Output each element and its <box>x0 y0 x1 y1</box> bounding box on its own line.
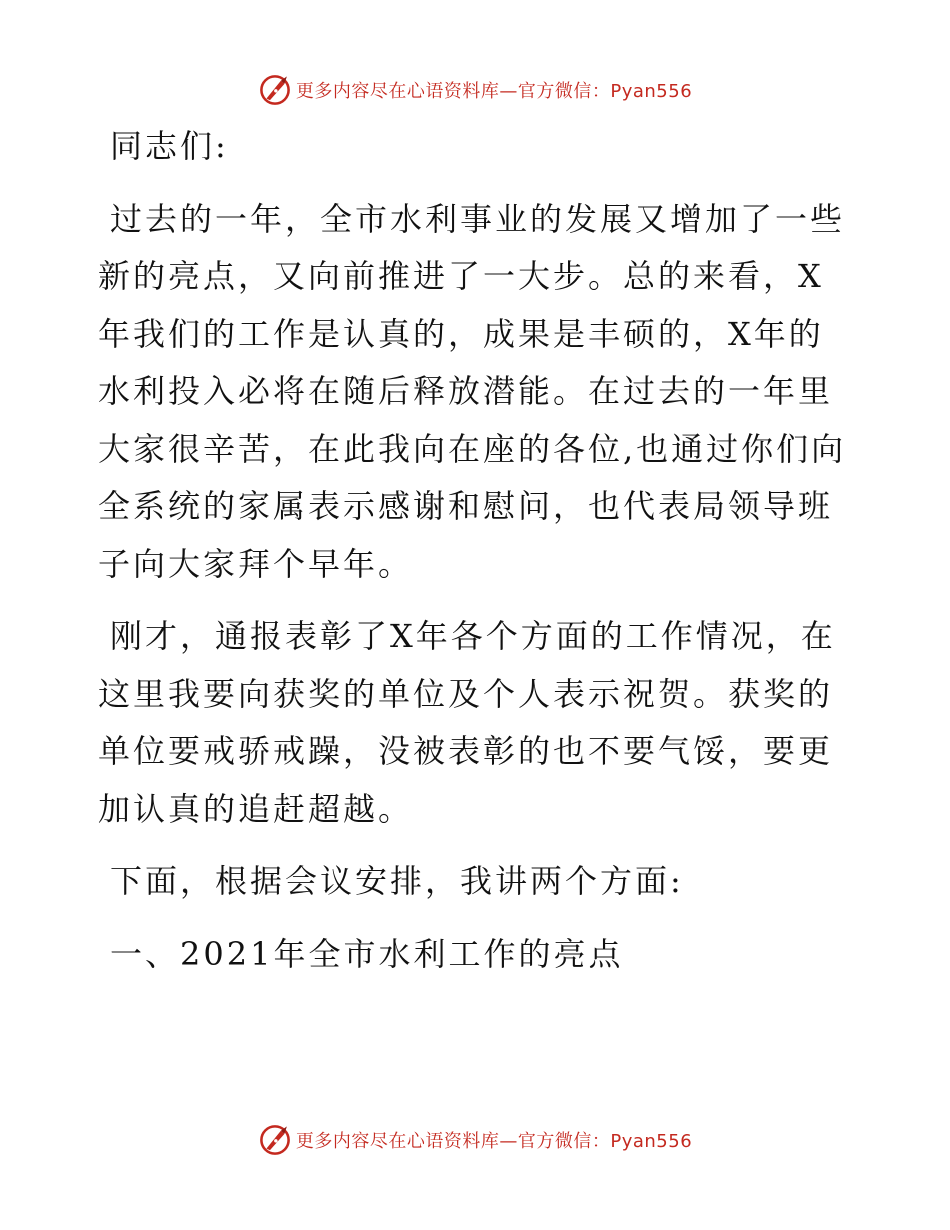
section-heading: 一、2021年全市水利工作的亮点 <box>110 934 624 973</box>
document-body <box>98 118 858 983</box>
header-banner <box>0 70 950 110</box>
paragraph-3: 下面，根据会议安排，我讲两个方面: <box>110 862 684 900</box>
banner-text: 更多内容尽在心语资料库—官方微信：Pyan556 <box>295 1131 693 1152</box>
paragraph-1: 过去的一年，全市水利事业的发展又增加了一些新的亮点，又向前推进了一大步。总的来看，X年我们的工作是认真的，成果是丰硕的，X年的水利投入必将在随后释放潜能。在过去的一年里大家很辛苦，在此我向在座的各位,也通过你们向全系统的家属表示感谢和慰问，也代表局领导班子向大家拜个早年。 <box>98 199 847 583</box>
salutation: 同志们: <box>110 127 229 165</box>
footer-banner <box>0 1120 950 1160</box>
pen-nib-logo-icon <box>258 73 292 107</box>
banner-text: 更多内容尽在心语资料库—官方微信：Pyan556 <box>295 81 693 102</box>
paragraph-2: 刚才，通报表彰了X年各个方面的工作情况，在这里我要向获奖的单位及个人表示祝贺。获奖的单位要戒骄戒躁，没被表彰的也不要气馁，要更加认真的追赶超越。 <box>98 617 836 828</box>
pen-nib-logo-icon <box>258 1123 292 1157</box>
